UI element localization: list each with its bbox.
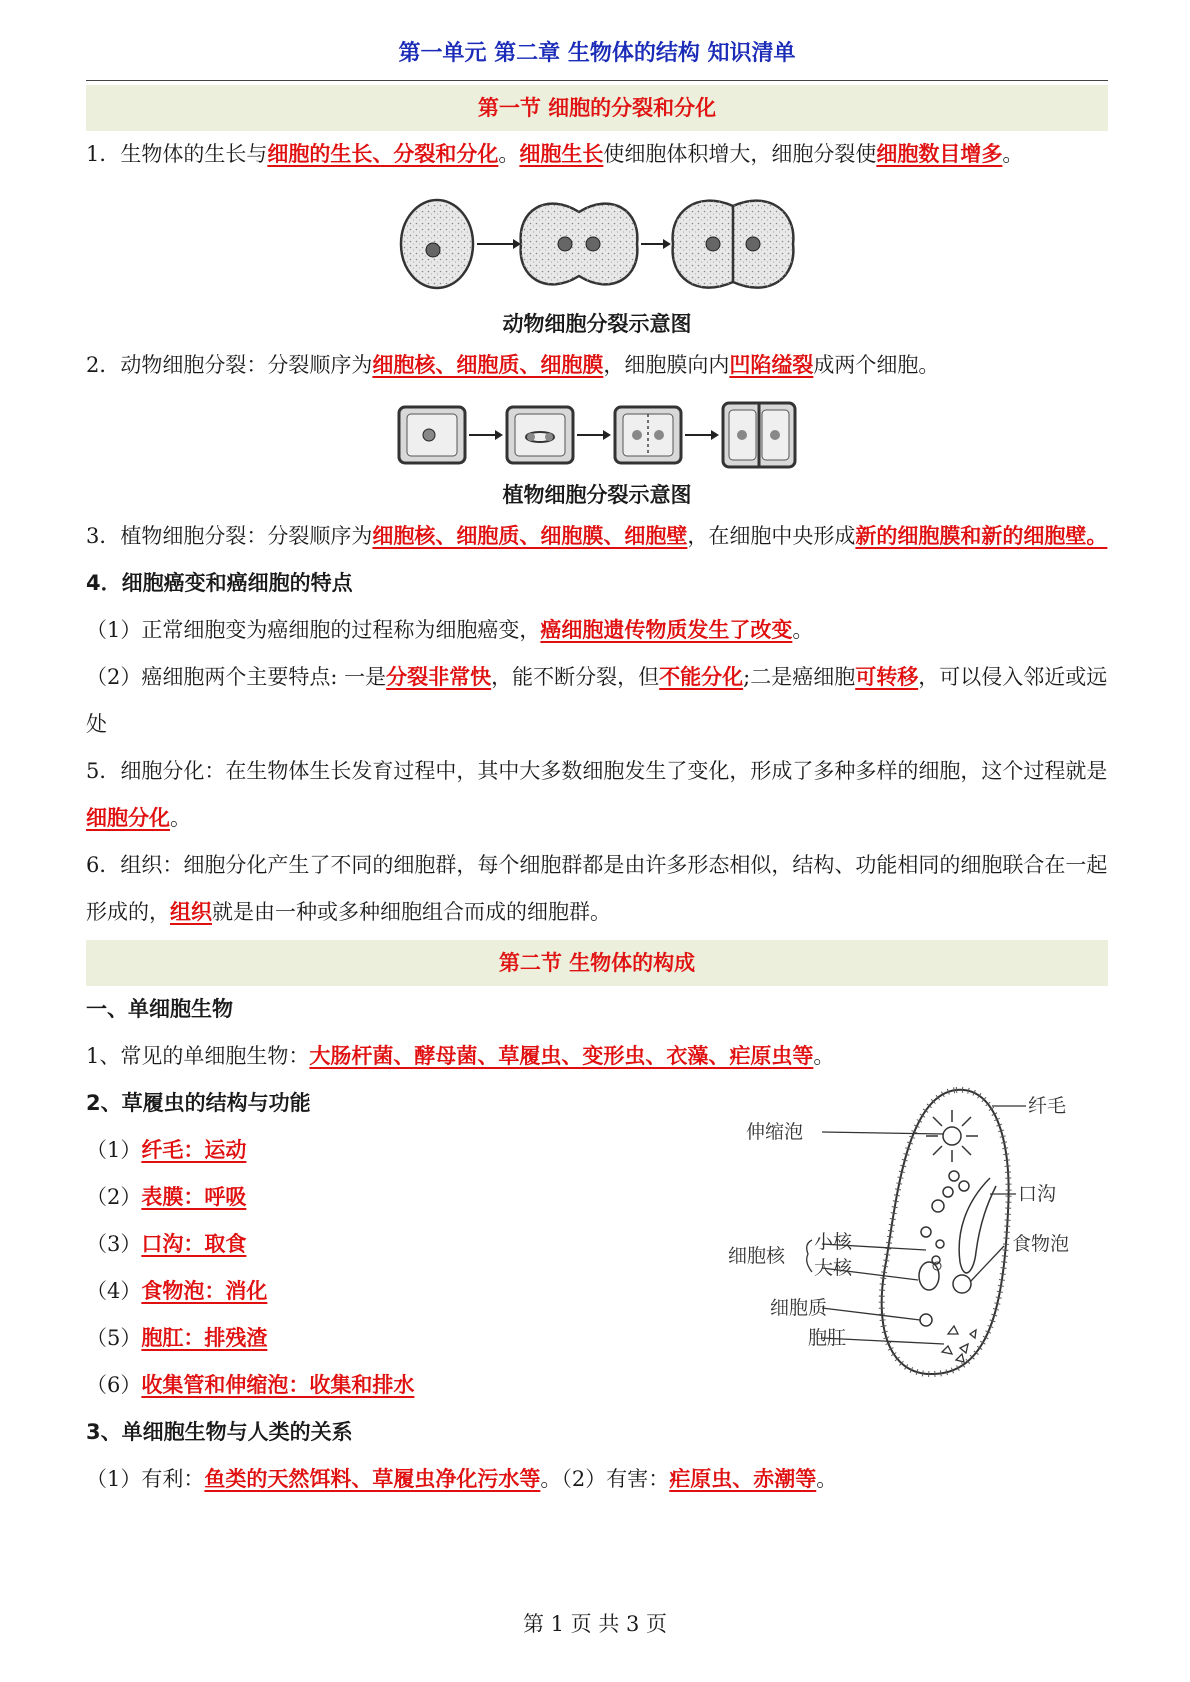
figure-caption: 植物细胞分裂示意图 [502, 483, 692, 507]
paragraph-common-organisms: 1、常见的单细胞生物：大肠杆菌、酵母菌、草履虫、变形虫、衣藻、疟原虫等。 [86, 1044, 835, 1068]
keyword: 凹陷缢裂 [729, 353, 814, 377]
plant-stage-3 [615, 407, 681, 463]
plant-cell-division-figure [397, 399, 797, 471]
list-item: （1）纤毛：运动 [86, 1138, 247, 1162]
document-title: 第一单元 第二章 生物体的结构 知识清单 [86, 0, 1108, 81]
paragraph-4-1: （1）正常细胞变为癌细胞的过程称为细胞癌变，癌细胞遗传物质发生了改变。 [86, 618, 814, 642]
keyword: 细胞分化 [86, 806, 170, 830]
keyword: 细胞的生长、分裂和分化 [267, 142, 499, 166]
arrow-icon [469, 430, 503, 440]
section-heading-1: 第一节 细胞的分裂和分化 [86, 85, 1108, 131]
keyword: 大肠杆菌、酵母菌、草履虫、变形虫、衣藻、疟原虫等 [309, 1044, 814, 1068]
keyword: 疟原虫、赤潮等 [669, 1467, 817, 1491]
plant-stage-2 [507, 407, 573, 463]
page-footer: 第 1 页 共 3 页 [522, 1612, 668, 1636]
keyword: 可转移 [855, 665, 919, 689]
keyword: 细胞数目增多 [876, 142, 1003, 166]
arrow-icon [685, 430, 719, 440]
cell-stage-2 [521, 204, 638, 285]
label-oral-groove: 口沟 [1018, 1183, 1057, 1205]
subheading-unicellular: 一、单细胞生物 [86, 997, 233, 1021]
list-item: （3）口沟：取食 [86, 1232, 247, 1256]
label-contractile-vacuole: 伸缩泡 [746, 1121, 804, 1143]
label-cilia: 纤毛 [1028, 1095, 1067, 1117]
paragraph-1: 1．生物体的生长与细胞的生长、分裂和分化。细胞生长使细胞体积增大，细胞分裂使细胞数目增多。 [86, 142, 1024, 166]
keyword: 组织 [170, 900, 212, 924]
paragraph-3: 3．植物细胞分裂：分裂顺序为细胞核、细胞质、细胞膜、细胞壁，在细胞中央形成新的细胞膜和新的细胞壁。 [86, 524, 1108, 548]
subheading-relation: 3、单细胞生物与人类的关系 [86, 1420, 353, 1444]
label-nucleus: 细胞核 [728, 1245, 786, 1267]
paragraph-6: 6．组织：细胞分化产生了不同的细胞群，每个细胞群都是由许多形态相似，结构、功能相同的细胞联合在一起形成的，组织就是由一种或多种细胞组合而成的细胞群。 [86, 853, 1108, 924]
arrow-icon [641, 239, 671, 249]
subheading-paramecium: 2、草履虫的结构与功能 [86, 1091, 311, 1115]
keyword: 分裂非常快 [386, 665, 492, 689]
keyword: 细胞核、细胞质、细胞膜 [372, 353, 604, 377]
label-anal-pore: 胞肛 [808, 1327, 847, 1349]
list-item: （6）收集管和伸缩泡：收集和排水 [86, 1373, 415, 1397]
list-item: （2）表膜：呼吸 [86, 1185, 247, 1209]
keyword: 不能分化 [659, 665, 744, 689]
label-food-vacuole: 食物泡 [1012, 1233, 1070, 1255]
paramecium-diagram [726, 1082, 1070, 1382]
keyword: 细胞核、细胞质、细胞膜、细胞壁 [372, 524, 688, 548]
keyword: 新的细胞膜和新的细胞壁。 [855, 524, 1108, 548]
section-heading-2: 第二节 生物体的构成 [86, 940, 1108, 986]
paramecium-body [882, 1090, 1009, 1374]
figure-caption: 动物细胞分裂示意图 [502, 312, 692, 336]
paramecium-block [86, 1080, 1108, 1409]
document-page [86, 0, 1108, 1503]
cell-stage-1 [401, 200, 473, 288]
keyword: 细胞生长 [519, 142, 604, 166]
paragraph-5: 5．细胞分化：在生物体生长发育过程中，其中大多数细胞发生了变化，形成了多种多样的细胞，这个过程就是细胞分化。 [86, 759, 1108, 830]
paragraph-2: 2．动物细胞分裂：分裂顺序为细胞核、细胞质、细胞膜，细胞膜向内凹陷缢裂成两个细胞。 [86, 353, 940, 377]
label-cytoplasm: 细胞质 [770, 1297, 828, 1319]
paragraph-4-2: （2）癌细胞两个主要特点: 一是分裂非常快，能不断分裂，但不能分化;二是癌细胞可转移，可以侵入邻近或远处 [86, 665, 1108, 736]
keyword: 鱼类的天然饵料、草履虫净化污水等 [204, 1467, 541, 1491]
keyword: 癌细胞遗传物质发生了改变 [540, 618, 793, 642]
arrow-icon [477, 239, 521, 249]
cell-stage-3 [673, 201, 794, 288]
arrow-icon [577, 430, 611, 440]
paragraph-relation: （1）有利：鱼类的天然饵料、草履虫净化污水等。（2）有害：疟原虫、赤潮等。 [86, 1467, 838, 1491]
label-micronucleus: 小核 [814, 1231, 853, 1253]
list-item: （5）胞肛：排残渣 [86, 1326, 268, 1350]
animal-cell-division-figure [397, 192, 797, 302]
label-macronucleus: 大核 [814, 1257, 853, 1279]
plant-stage-4 [723, 403, 795, 467]
subheading-4: 4．细胞癌变和癌细胞的特点 [86, 571, 353, 595]
plant-stage-1 [399, 407, 465, 463]
list-item: （4）食物泡：消化 [86, 1279, 268, 1303]
